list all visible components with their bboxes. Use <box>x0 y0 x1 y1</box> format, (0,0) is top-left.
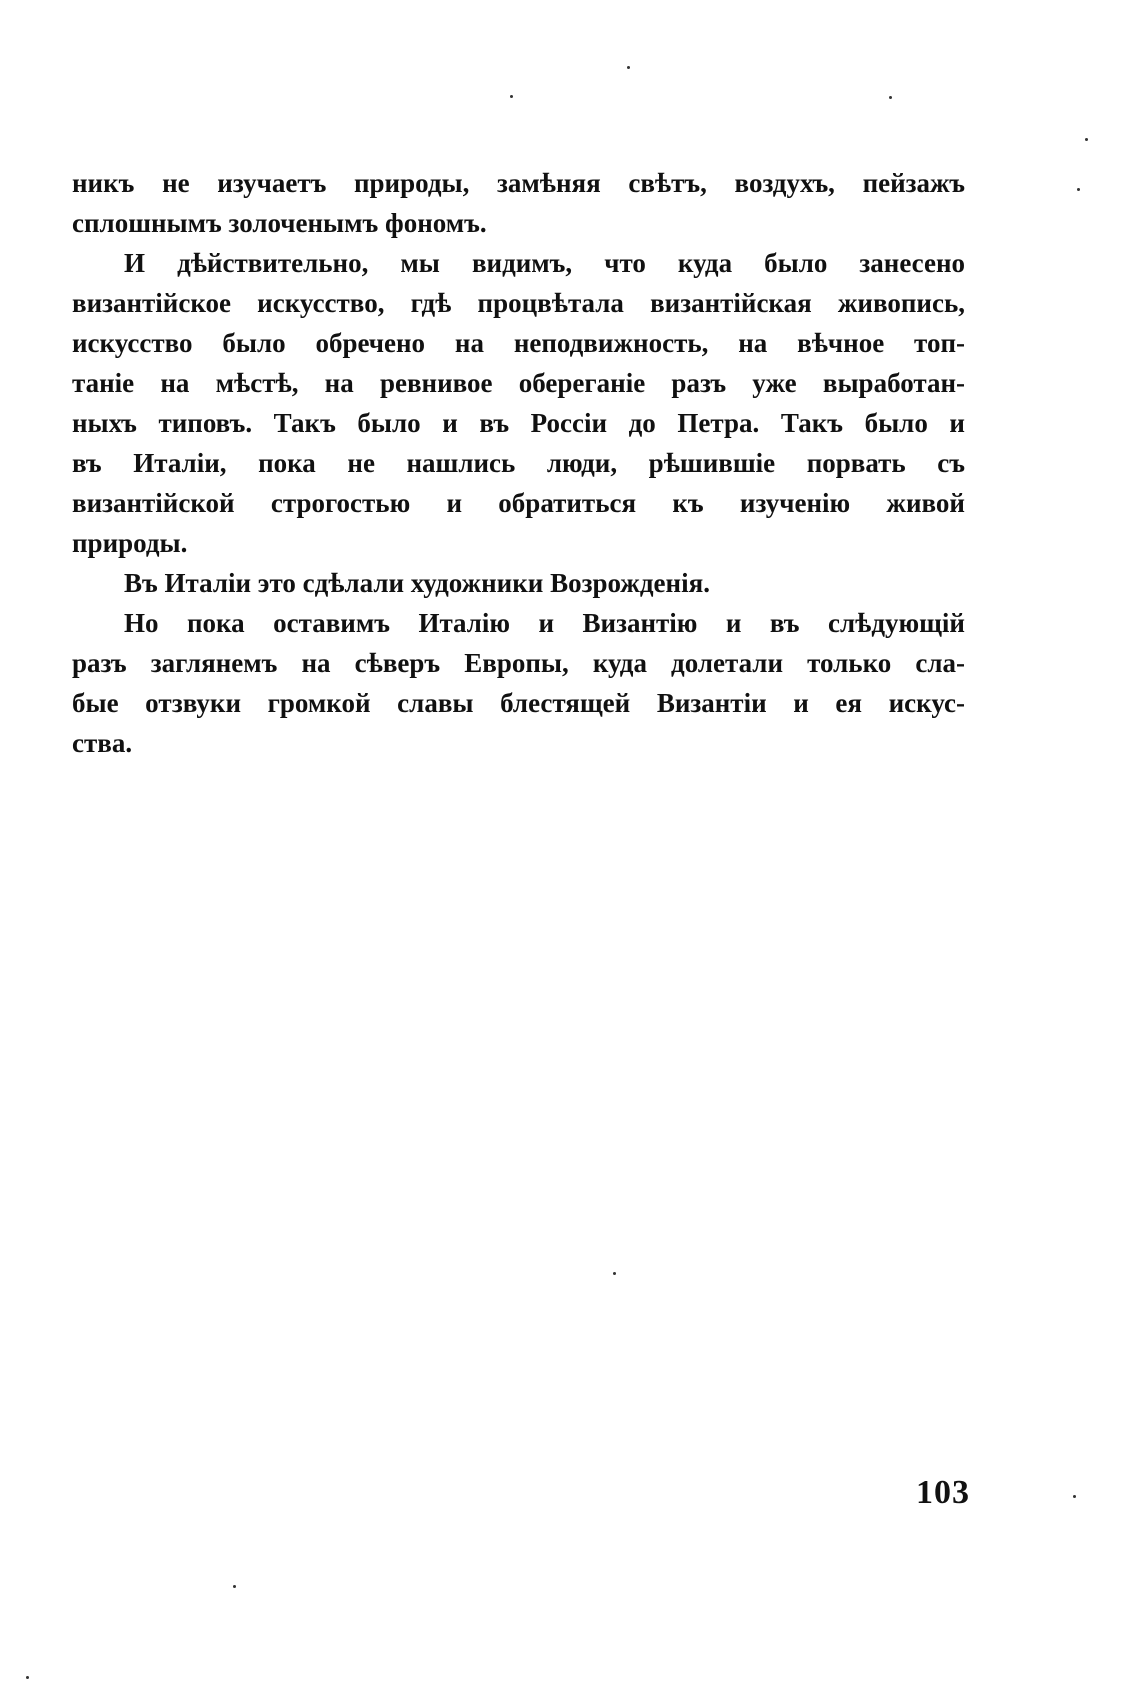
body-text <box>72 163 965 763</box>
page-number: 103 <box>916 1474 970 1511</box>
text-line: природы. <box>72 528 188 558</box>
text-line: византійской строгостью и обратиться къ изученію живой <box>72 488 965 518</box>
text-line: ныхъ типовъ. Такъ было и въ Россіи до Петра. Такъ было и <box>72 408 965 438</box>
scan-speck <box>613 1272 616 1275</box>
text-line: И дѣйствительно, мы видимъ, что куда было занесено <box>124 248 965 278</box>
scan-speck <box>627 66 630 69</box>
scan-speck <box>1073 1495 1076 1498</box>
text-line: Но пока оставимъ Италію и Византію и въ слѣдующій <box>124 608 965 638</box>
text-line: сплошнымъ золоченымъ фономъ. <box>72 208 487 238</box>
text-line: искусство было обречено на неподвижность, на вѣчное топ- <box>72 328 965 358</box>
text-line: Въ Италіи это сдѣлали художники Возрожденія. <box>124 568 710 598</box>
scan-speck <box>1077 188 1080 191</box>
text-line: бые отзвуки громкой славы блестящей Византіи и ея искус- <box>72 688 965 718</box>
text-line: ства. <box>72 728 133 758</box>
scan-speck <box>233 1585 236 1588</box>
text-line: византійское искусство, гдѣ процвѣтала византійская живопись, <box>72 288 965 318</box>
scan-speck <box>26 1676 29 1679</box>
scan-speck <box>889 96 892 99</box>
text-line: разъ заглянемъ на сѣверъ Европы, куда долетали только сла- <box>72 648 965 678</box>
text-line: въ Италіи, пока не нашлись люди, рѣшившіе порвать съ <box>72 448 965 478</box>
text-line: никъ не изучаетъ природы, замѣняя свѣтъ, воздухъ, пейзажъ <box>72 168 965 198</box>
scan-speck <box>1085 138 1088 141</box>
scan-speck <box>510 95 513 98</box>
text-line: таніе на мѣстѣ, на ревнивое обереганіе разъ уже выработан- <box>72 368 965 398</box>
